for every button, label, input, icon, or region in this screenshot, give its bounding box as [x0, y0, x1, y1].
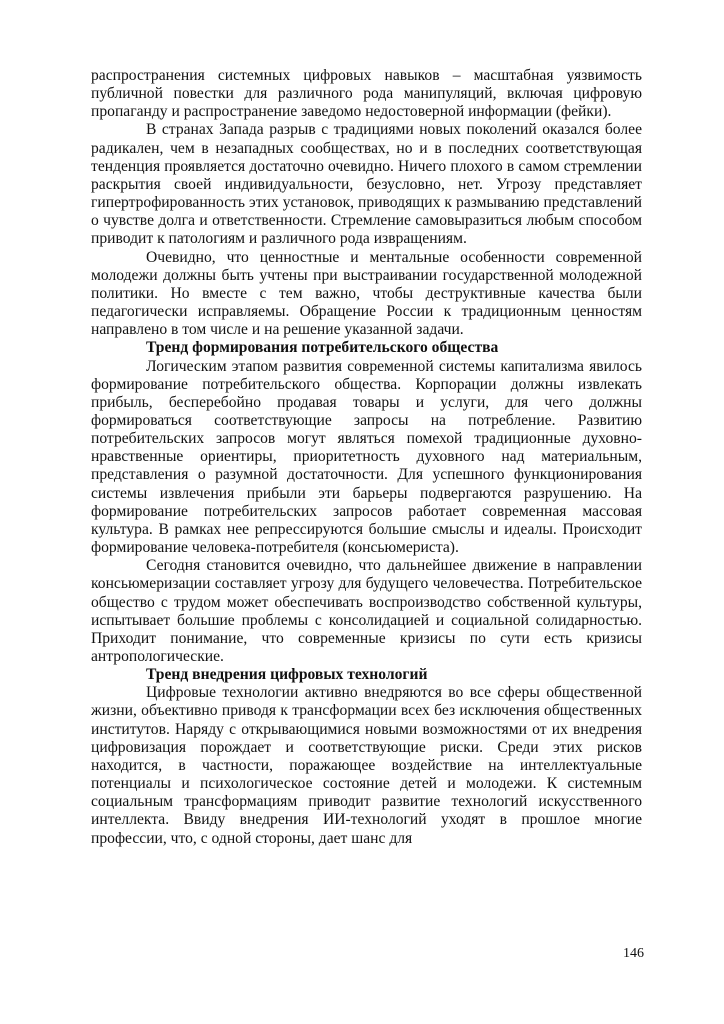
paragraph-consumerization: Сегодня становится очевидно, что дальнейшее движение в направлении консьюмеризации составляет угрозу для будущего человечества. Потребительское общество с трудом может обеспечивать воспроизводство собственной культуры, испытывает большие проблемы с консолидацией и социальной солидарностью. Приходит понимание, что современные кризисы по сути есть кризисы антропологические. — [91, 557, 642, 665]
paragraph-west-tradition: В странах Запада разрыв с традициями новых поколений оказался более радикален, чем в незападных сообществах, но и в последних соответствующая тенденция проявляется достаточно очевидно. Ничего плохого в самом стремлении раскрытия своей индивидуальности, безусловно, нет. Угрозу представляет гипертрофированность этих установок, приводящих к размыванию представлений о чувстве долга и ответственности. Стремление самовыразиться любым способом приводит к патологиям и различного рода извращениям. — [91, 121, 642, 248]
paragraph-continuation: распространения системных цифровых навыков – масштабная уязвимость публичной повестки для различного рода манипуляций, включая цифровую пропаганду и распространение заведомо недостоверной информации (фейки). — [91, 67, 642, 121]
body-text — [91, 67, 642, 848]
paragraph-digital-technologies: Цифровые технологии активно внедряются во все сферы общественной жизни, объективно приводя к трансформации всех без исключения общественных институтов. Наряду с открывающимися новыми возможностями от их внедрения цифровизация порождает и соответствующие риски. Среди этих рисков находится, в частности, поражающее воздействие на интеллектуальные потенциалы и психологическое состояние детей и молодежи. К системным социальным трансформациям приводит развитие технологий искусственного интеллекта. Ввиду внедрения ИИ-технологий уходят в прошлое многие профессии, что, с одной стороны, дает шанс для — [91, 684, 642, 847]
page-number: 146 — [623, 946, 644, 961]
heading-consumer-society: Тренд формирования потребительского общества — [146, 339, 499, 357]
paragraph-youth-values: Очевидно, что ценностные и ментальные особенности современной молодежи должны быть учтены при выстраивании государственной молодежной политики. Но вместе с тем важно, чтобы деструктивные качества были педагогически исправляемы. Обращение России к традиционным ценностям направлено в том числе и на решение указанной задачи. — [91, 248, 642, 339]
paragraph-capitalism: Логическим этапом развития современной системы капитализма явилось формирование потребительского общества. Корпорации должны извлекать прибыль, бесперебойно продавая товары и услуги, для чего должны формироваться соответствующие запросы на потребление. Развитию потребительских запросов могут являться помехой традиционные духовно-нравственные ориентиры, приоритетность духовного над материальным, представления о разумной достаточности. Для успешного функционирования системы извлечения прибыли эти барьеры подвергаются разрушению. На формирование потребительских запросов работает современная массовая культура. В рамках нее репрессируются большие смыслы и идеалы. Происходит формирование человека-потребителя (консьюмериста). — [91, 357, 642, 557]
heading-digital-technologies: Тренд внедрения цифровых технологий — [146, 666, 428, 684]
